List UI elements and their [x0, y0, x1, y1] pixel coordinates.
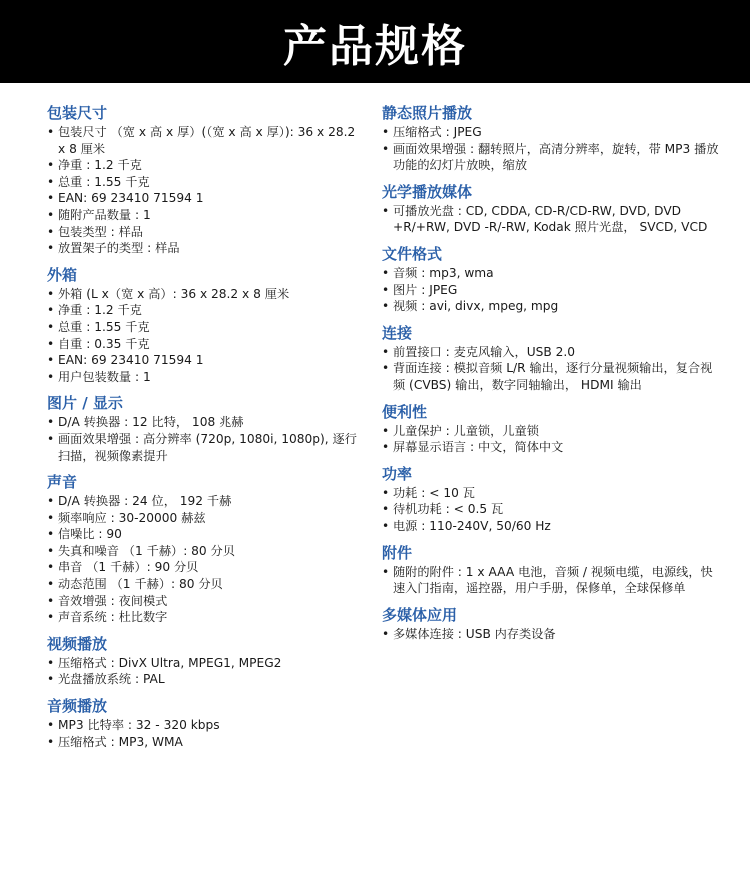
spec-section — [47, 473, 365, 626]
spec-item: • D/A 转换器 : 12 比特， 108 兆赫 — [47, 414, 365, 431]
section-title: 包装尺寸 — [47, 104, 108, 122]
page-title: 产品规格 — [283, 20, 467, 72]
spec-item: • 图片 : JPEG — [382, 282, 722, 299]
section-title: 外箱 — [47, 265, 78, 284]
spec-item: • 随附产品数量 : 1 — [47, 207, 365, 224]
spec-item: • 串音 （1 千赫）: 90 分贝 — [47, 559, 365, 576]
spec-section — [382, 245, 722, 315]
spec-list — [382, 423, 722, 456]
spec-section — [382, 465, 722, 535]
spec-section — [47, 104, 365, 257]
spec-item: • 屏幕显示语言 : 中文，简体中文 — [382, 439, 722, 456]
spec-item: • 信噪比 : 90 — [47, 526, 365, 543]
section-title: 文件格式 — [382, 244, 443, 263]
spec-item: • 光盘播放系统 : PAL — [47, 671, 365, 688]
spec-list — [382, 344, 722, 394]
right-column — [382, 104, 722, 651]
spec-list — [47, 124, 365, 257]
spec-item: • 总重 : 1.55 千克 — [47, 319, 365, 336]
spec-item: • EAN: 69 23410 71594 1 — [47, 352, 365, 369]
spec-section — [47, 635, 365, 688]
spec-item: • 频率响应 : 30-20000 赫兹 — [47, 510, 365, 527]
spec-list — [382, 203, 722, 236]
spec-item: • 压缩格式 : JPEG — [382, 124, 722, 141]
spec-item: • 画面效果增强 : 翻转照片，高清分辨率，旋转，带 MP3 播放功能的幻灯片放映，缩放 — [382, 141, 722, 174]
section-title: 静态照片播放 — [382, 104, 473, 122]
spec-list — [47, 286, 365, 386]
spec-item: • 压缩格式 : DivX Ultra, MPEG1, MPEG2 — [47, 655, 365, 672]
spec-section — [382, 183, 722, 236]
spec-item: • 包装类型 : 样品 — [47, 224, 365, 241]
spec-section — [382, 403, 722, 456]
spec-item: • 净重 : 1.2 千克 — [47, 302, 365, 319]
spec-section — [47, 394, 365, 464]
section-title: 多媒体应用 — [382, 605, 458, 624]
spec-item: • 失真和噪音 （1 千赫）: 80 分贝 — [47, 543, 365, 560]
left-column — [47, 104, 365, 759]
spec-section — [382, 606, 722, 643]
spec-item: • 放置架子的类型 : 样品 — [47, 240, 365, 257]
section-title: 音频播放 — [47, 697, 108, 716]
spec-item: • 多媒体连接 : USB 内存类设备 — [382, 626, 722, 643]
spec-item: • 包装尺寸 （宽 x 高 x 厚）(（宽 x 高 x 厚）): 36 x 28.2 x 8 厘米 — [47, 124, 365, 157]
spec-section — [382, 104, 722, 174]
spec-list — [47, 493, 365, 626]
spec-item: • 声音系统 : 杜比数字 — [47, 609, 365, 626]
spec-section — [47, 266, 365, 386]
spec-item: • 儿童保护 : 儿童锁，儿童锁 — [382, 423, 722, 440]
spec-item: • 音频 : mp3, wma — [382, 265, 722, 282]
spec-item: • 画面效果增强 : 高分辨率 (720p, 1080i, 1080p), 逐行扫描，视频像素提升 — [47, 431, 365, 464]
spec-item: • 视频 : avi, divx, mpeg, mpg — [382, 298, 722, 315]
spec-item: • 压缩格式 : MP3, WMA — [47, 734, 365, 751]
section-title: 附件 — [382, 543, 413, 562]
spec-item: • 待机功耗 : < 0.5 瓦 — [382, 501, 722, 518]
spec-item: • 电源 : 110-240V, 50/60 Hz — [382, 518, 722, 535]
spec-section — [382, 324, 722, 394]
spec-list — [382, 265, 722, 315]
spec-item: • 背面连接 : 模拟音频 L/R 输出，逐行分量视频输出，复合视频 (CVBS) 输出，数字同轴输出， HDMI 输出 — [382, 360, 722, 393]
spec-item: • 自重 : 0.35 千克 — [47, 336, 365, 353]
section-title: 便利性 — [382, 402, 428, 421]
section-title: 声音 — [47, 473, 78, 492]
spec-item: • 动态范围 （1 千赫）: 80 分贝 — [47, 576, 365, 593]
spec-item: • 用户包装数量 : 1 — [47, 369, 365, 386]
spec-list — [382, 124, 722, 174]
spec-item: • 外箱 (L x（宽 x 高）: 36 x 28.2 x 8 厘米 — [47, 286, 365, 303]
spec-section — [47, 697, 365, 750]
title-banner — [0, 0, 750, 83]
spec-item: • MP3 比特率 : 32 - 320 kbps — [47, 717, 365, 734]
spec-item: • EAN: 69 23410 71594 1 — [47, 190, 365, 207]
spec-list — [382, 485, 722, 535]
section-title: 连接 — [382, 323, 413, 342]
spec-list — [382, 564, 722, 597]
spec-item: • 可播放光盘 : CD, CDDA, CD-R/CD-RW, DVD, DVD +R/+RW, DVD -R/-RW, Kodak 照片光盘， SVCD, VCD — [382, 203, 722, 236]
section-title: 视频播放 — [47, 634, 108, 653]
spec-item: • 音效增强 : 夜间模式 — [47, 593, 365, 610]
spec-item: • 总重 : 1.55 千克 — [47, 174, 365, 191]
spec-section — [382, 544, 722, 597]
section-title: 功率 — [382, 464, 413, 483]
spec-item: • 前置接口 : 麦克风输入，USB 2.0 — [382, 344, 722, 361]
spec-list — [382, 626, 722, 643]
spec-list — [47, 414, 365, 464]
spec-item: • 功耗 : < 10 瓦 — [382, 485, 722, 502]
section-title: 图片 / 显示 — [47, 394, 123, 413]
spec-item: • D/A 转换器 : 24 位， 192 千赫 — [47, 493, 365, 510]
spec-list — [47, 655, 365, 688]
spec-item: • 净重 : 1.2 千克 — [47, 157, 365, 174]
section-title: 光学播放媒体 — [382, 182, 473, 201]
spec-item: • 随附的附件 : 1 x AAA 电池，音频 / 视频电缆，电源线，快速入门指南，遥控器，用户手册，保修单，全球保修单 — [382, 564, 722, 597]
spec-list — [47, 717, 365, 750]
